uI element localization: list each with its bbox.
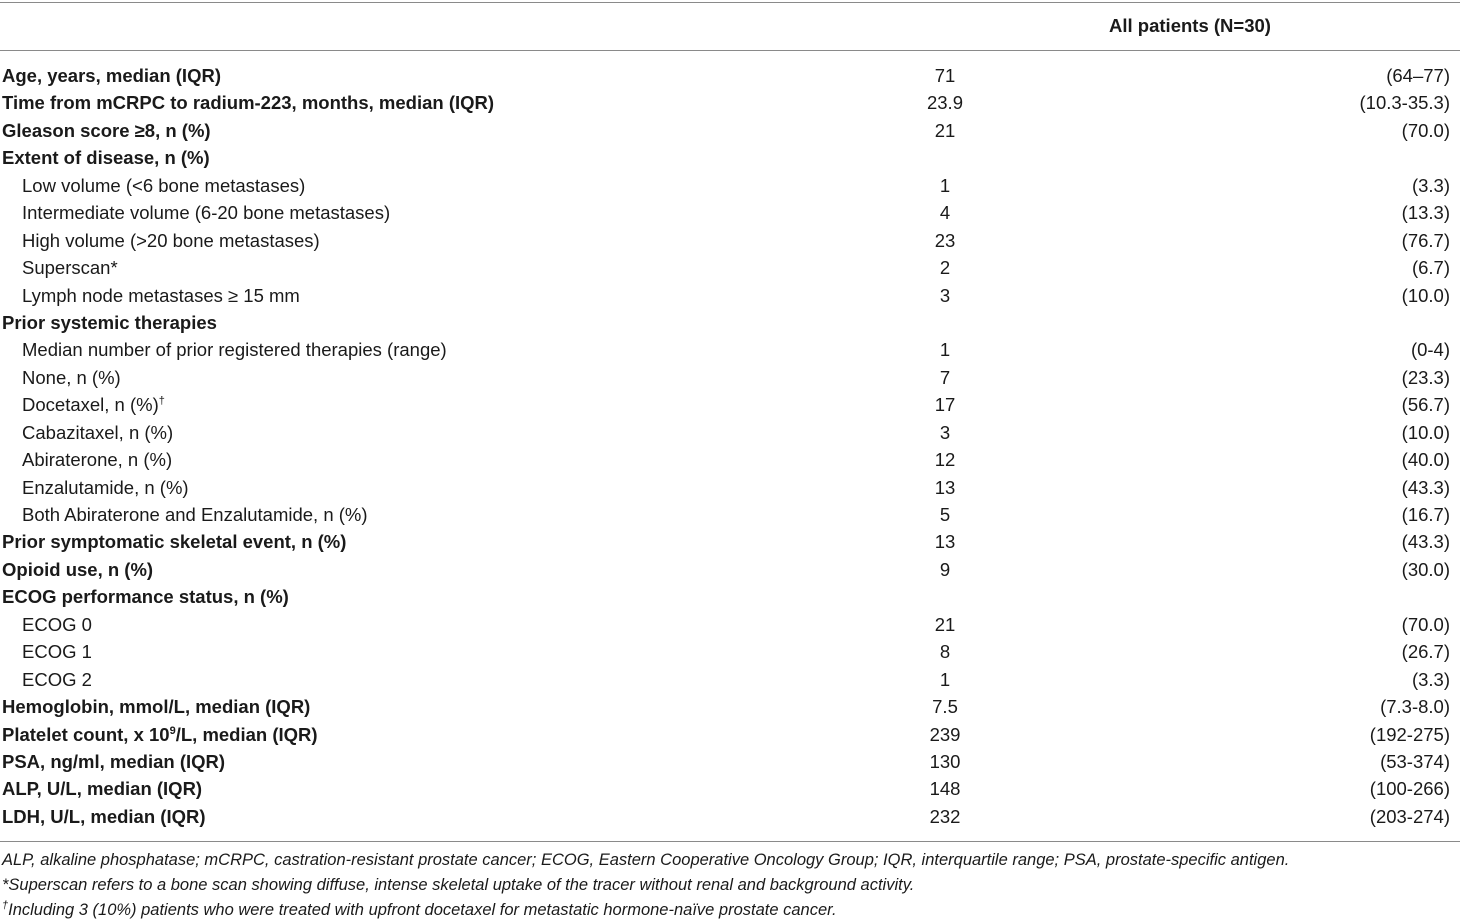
table-row — [0, 364, 1460, 391]
row-percent: (100-266) — [1369, 778, 1450, 800]
row-percent: (10.3-35.3) — [1359, 92, 1450, 114]
table-row — [0, 638, 1460, 665]
table-row — [0, 254, 1460, 281]
table-row — [0, 748, 1460, 775]
table-row — [0, 474, 1460, 501]
row-percent: (13.3) — [1401, 202, 1450, 224]
row-percent: (70.0) — [1401, 613, 1450, 635]
table-row — [0, 336, 1460, 363]
table-top-rule — [0, 2, 1460, 3]
row-label: Low volume (<6 bone metastases) — [22, 174, 306, 196]
table-row — [0, 117, 1460, 144]
row-count: 7 — [939, 366, 951, 388]
row-label: PSA, ng/ml, median (IQR) — [2, 750, 226, 772]
row-label: None, n (%) — [22, 366, 121, 388]
row-percent: (10.0) — [1401, 284, 1450, 306]
footnote-superscan: *Superscan refers to a bone scan showing diffuse, intense skeletal uptake of the tracer without renal and background activity. — [2, 876, 915, 894]
row-label-superscript: 9 — [169, 724, 176, 737]
row-label: Time from mCRPC to radium-223, months, median (IQR) — [2, 92, 495, 114]
row-label: ECOG performance status, n (%) — [2, 586, 289, 608]
row-percent: (7.3-8.0) — [1380, 696, 1450, 718]
row-label: Prior systemic therapies — [2, 311, 217, 333]
footnote-abbreviations: ALP, alkaline phosphatase; mCRPC, castration-resistant prostate cancer; ECOG, Eastern Cooperative Oncology Group; IQR, interquartile range; PSA, prostate-specific antigen. — [2, 851, 1290, 869]
row-percent: (56.7) — [1401, 394, 1450, 416]
row-label: Gleason score ≥8, n (%) — [2, 119, 211, 141]
row-percent: (43.3) — [1401, 476, 1450, 498]
row-count: 9 — [939, 558, 951, 580]
table-body — [0, 62, 1460, 830]
row-label: Cabazitaxel, n (%) — [22, 421, 174, 443]
table-row — [0, 391, 1460, 418]
row-count: 1 — [939, 339, 951, 361]
row-label: Hemoglobin, mmol/L, median (IQR) — [2, 696, 311, 718]
row-count: 148 — [929, 778, 961, 800]
row-label: ECOG 0 — [22, 613, 92, 635]
row-count: 13 — [934, 476, 956, 498]
row-count: 7.5 — [932, 696, 958, 718]
row-label: Median number of prior registered therapies (range) — [22, 339, 447, 361]
row-count: 239 — [929, 723, 961, 745]
row-count: 1 — [939, 668, 951, 690]
row-count: 2 — [939, 257, 951, 279]
row-percent: (23.3) — [1401, 366, 1450, 388]
row-percent: (192-275) — [1369, 723, 1450, 745]
row-label: Both Abiraterone and Enzalutamide, n (%) — [22, 504, 368, 525]
table-row — [0, 446, 1460, 473]
column-header-all-patients: All patients (N=30) — [1109, 15, 1271, 36]
row-label-superscript: † — [158, 395, 165, 408]
row-count: 4 — [939, 202, 951, 224]
table-footnotes — [2, 848, 1452, 923]
row-percent: (16.7) — [1401, 504, 1450, 525]
row-label: LDH, U/L, median (IQR) — [2, 805, 206, 827]
row-count: 3 — [939, 421, 951, 443]
row-count: 23 — [934, 229, 956, 251]
row-percent: (76.7) — [1401, 229, 1450, 251]
row-percent: (43.3) — [1401, 531, 1450, 553]
row-count: 17 — [934, 394, 956, 416]
row-label: ALP, U/L, median (IQR) — [2, 778, 203, 800]
row-percent: (64–77) — [1386, 65, 1450, 86]
row-label: ECOG 1 — [22, 641, 92, 663]
row-percent: (70.0) — [1401, 119, 1450, 141]
row-label: Prior symptomatic skeletal event, n (%) — [2, 531, 347, 553]
row-percent: (6.7) — [1411, 257, 1450, 279]
row-label: Enzalutamide, n (%) — [22, 476, 189, 498]
table-row — [0, 309, 1460, 336]
footnote-docetaxel-text: Including 3 (10%) patients who were treated with upfront docetaxel for metastatic hormone-naïve prostate cancer. — [8, 901, 837, 919]
table-row — [0, 721, 1460, 748]
row-percent: (0-4) — [1410, 339, 1450, 361]
row-label: Platelet count, x $10^9/L$, median (IQR) — [2, 723, 318, 745]
row-percent: (203-274) — [1369, 805, 1450, 827]
row-count: 5 — [939, 504, 951, 525]
row-count: 232 — [929, 805, 961, 827]
row-count: 1 — [939, 174, 951, 196]
table-row — [0, 666, 1460, 693]
table-row — [0, 172, 1460, 199]
row-label: Docetaxel, n (%)† — [22, 394, 165, 416]
row-percent: (26.7) — [1401, 641, 1450, 663]
row-count: 23.9 — [926, 92, 963, 114]
table-row — [0, 62, 1460, 89]
table-row — [0, 583, 1460, 610]
row-label: Abiraterone, n (%) — [22, 449, 173, 471]
table-row — [0, 803, 1460, 830]
row-label: ECOG 2 — [22, 668, 92, 690]
row-label: Extent of disease, n (%) — [2, 147, 210, 169]
row-label: Intermediate volume (6-20 bone metastases) — [22, 202, 391, 224]
table-row — [0, 528, 1460, 555]
table-row — [0, 282, 1460, 309]
table-row — [0, 89, 1460, 116]
row-count: 71 — [934, 65, 956, 86]
table-bottom-rule — [0, 841, 1460, 842]
row-label: Opioid use, n (%) — [2, 558, 154, 580]
row-count: 12 — [934, 449, 956, 471]
row-count: 21 — [934, 119, 956, 141]
table-row — [0, 501, 1460, 528]
footnote-docetaxel — [2, 898, 1452, 923]
row-count: 13 — [934, 531, 956, 553]
row-count: 3 — [939, 284, 951, 306]
row-count: 130 — [929, 750, 961, 772]
row-label: High volume (>20 bone metastases) — [22, 229, 320, 251]
row-percent: (3.3) — [1411, 174, 1450, 196]
table-row — [0, 419, 1460, 446]
table-row — [0, 775, 1460, 802]
table-row — [0, 227, 1460, 254]
row-label: Age, years, median (IQR) — [2, 65, 221, 86]
row-percent: (53-374) — [1380, 750, 1450, 772]
row-label: Superscan* — [22, 257, 118, 279]
table-row — [0, 693, 1460, 720]
row-label: Lymph node metastases ≥ 15 mm — [22, 284, 300, 306]
table-row — [0, 144, 1460, 171]
table-row — [0, 611, 1460, 638]
row-count: 21 — [934, 613, 956, 635]
row-percent: (30.0) — [1401, 558, 1450, 580]
row-count: 8 — [939, 641, 951, 663]
table-row — [0, 556, 1460, 583]
header-bottom-rule — [0, 50, 1460, 51]
row-percent: (40.0) — [1401, 449, 1450, 471]
table-row — [0, 199, 1460, 226]
row-percent: (10.0) — [1401, 421, 1450, 443]
row-percent: (3.3) — [1411, 668, 1450, 690]
dagger-mark: † — [2, 899, 9, 912]
